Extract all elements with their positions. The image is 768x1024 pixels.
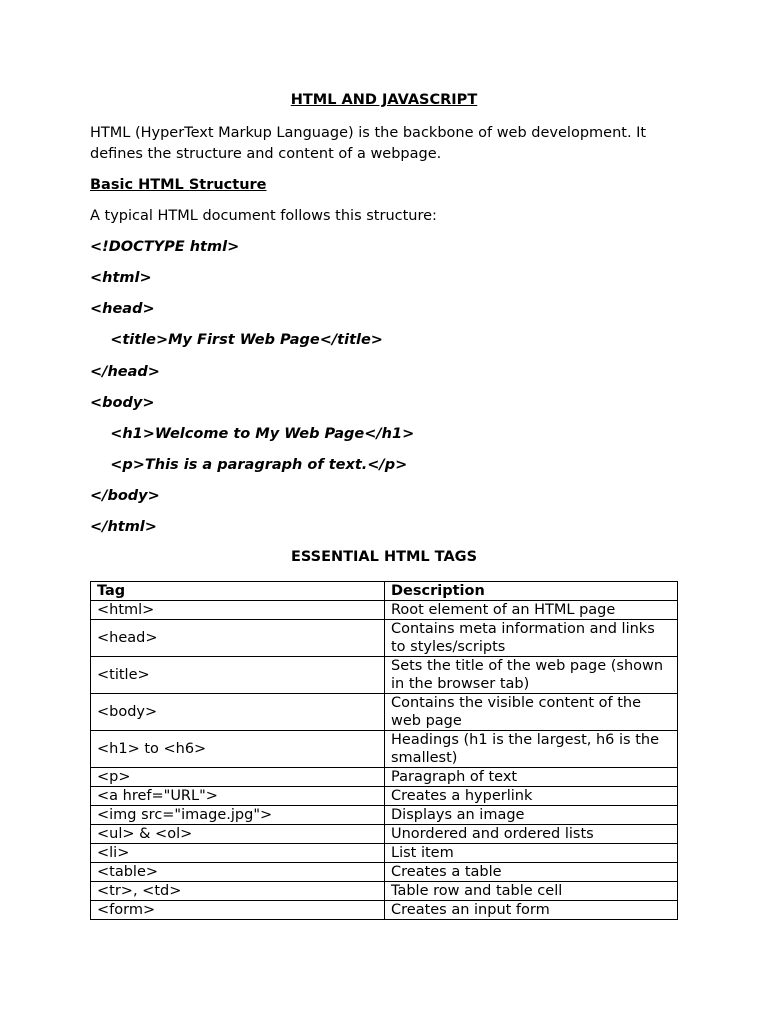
tag-cell: <h1> to <h6> — [91, 731, 385, 768]
tag-cell: <tr>, <td> — [91, 882, 385, 901]
page-title: HTML AND JAVASCRIPT — [290, 92, 478, 108]
code-line: </body> — [90, 488, 160, 504]
tag-cell: <body> — [91, 694, 385, 731]
code-line: <body> — [90, 395, 155, 411]
description-cell: Sets the title of the web page (shown in the browser tab) — [385, 657, 678, 694]
table-row — [91, 601, 678, 620]
table-row — [91, 731, 678, 768]
description-cell: Root element of an HTML page — [385, 601, 678, 620]
table-row — [91, 657, 678, 694]
description-cell: Headings (h1 is the largest, h6 is the smallest) — [385, 731, 678, 768]
html-tags-table — [90, 581, 678, 920]
description-cell: Unordered and ordered lists — [385, 825, 678, 844]
tag-cell: <head> — [91, 620, 385, 657]
table-row — [91, 806, 678, 825]
description-cell: Paragraph of text — [385, 768, 678, 787]
table-title: ESSENTIAL HTML TAGS — [290, 549, 478, 565]
basic-structure-text: A typical HTML document follows this structure: — [90, 208, 437, 224]
tag-cell: <html> — [91, 601, 385, 620]
table-row — [91, 825, 678, 844]
table-row — [91, 694, 678, 731]
description-cell: Displays an image — [385, 806, 678, 825]
tag-cell: <table> — [91, 863, 385, 882]
table-header-row — [91, 582, 678, 601]
tag-cell: <ul> & <ol> — [91, 825, 385, 844]
code-line: </html> — [90, 519, 157, 535]
code-line: <h1>Welcome to My Web Page</h1> — [90, 426, 415, 442]
tag-cell: <li> — [91, 844, 385, 863]
table-row — [91, 787, 678, 806]
code-line: <head> — [90, 301, 155, 317]
tag-cell: <p> — [91, 768, 385, 787]
description-cell: Creates an input form — [385, 901, 678, 920]
table-row — [91, 620, 678, 657]
table-row — [91, 901, 678, 920]
code-line: </head> — [90, 364, 160, 380]
description-cell: Creates a hyperlink — [385, 787, 678, 806]
description-cell: Creates a table — [385, 863, 678, 882]
table-row — [91, 844, 678, 863]
code-line: <p>This is a paragraph of text.</p> — [90, 457, 408, 473]
table-row — [91, 768, 678, 787]
tag-cell: <title> — [91, 657, 385, 694]
intro-paragraph: HTML (HyperText Markup Language) is the backbone of web development. It defines the structure and content of a webpage. — [90, 125, 647, 162]
tag-cell: <a href="URL"> — [91, 787, 385, 806]
tag-cell: <img src="image.jpg"> — [91, 806, 385, 825]
header-tag: Tag — [91, 582, 385, 601]
code-line: <html> — [90, 270, 152, 286]
basic-structure-heading: Basic HTML Structure — [90, 177, 267, 193]
description-cell: Contains meta information and links to styles/scripts — [385, 620, 678, 657]
table-row — [91, 863, 678, 882]
code-line: <!DOCTYPE html> — [90, 239, 240, 255]
description-cell: Table row and table cell — [385, 882, 678, 901]
table-row — [91, 882, 678, 901]
description-cell: Contains the visible content of the web page — [385, 694, 678, 731]
tag-cell: <form> — [91, 901, 385, 920]
code-line: <title>My First Web Page</title> — [90, 332, 383, 348]
description-cell: List item — [385, 844, 678, 863]
header-description: Description — [385, 582, 678, 601]
